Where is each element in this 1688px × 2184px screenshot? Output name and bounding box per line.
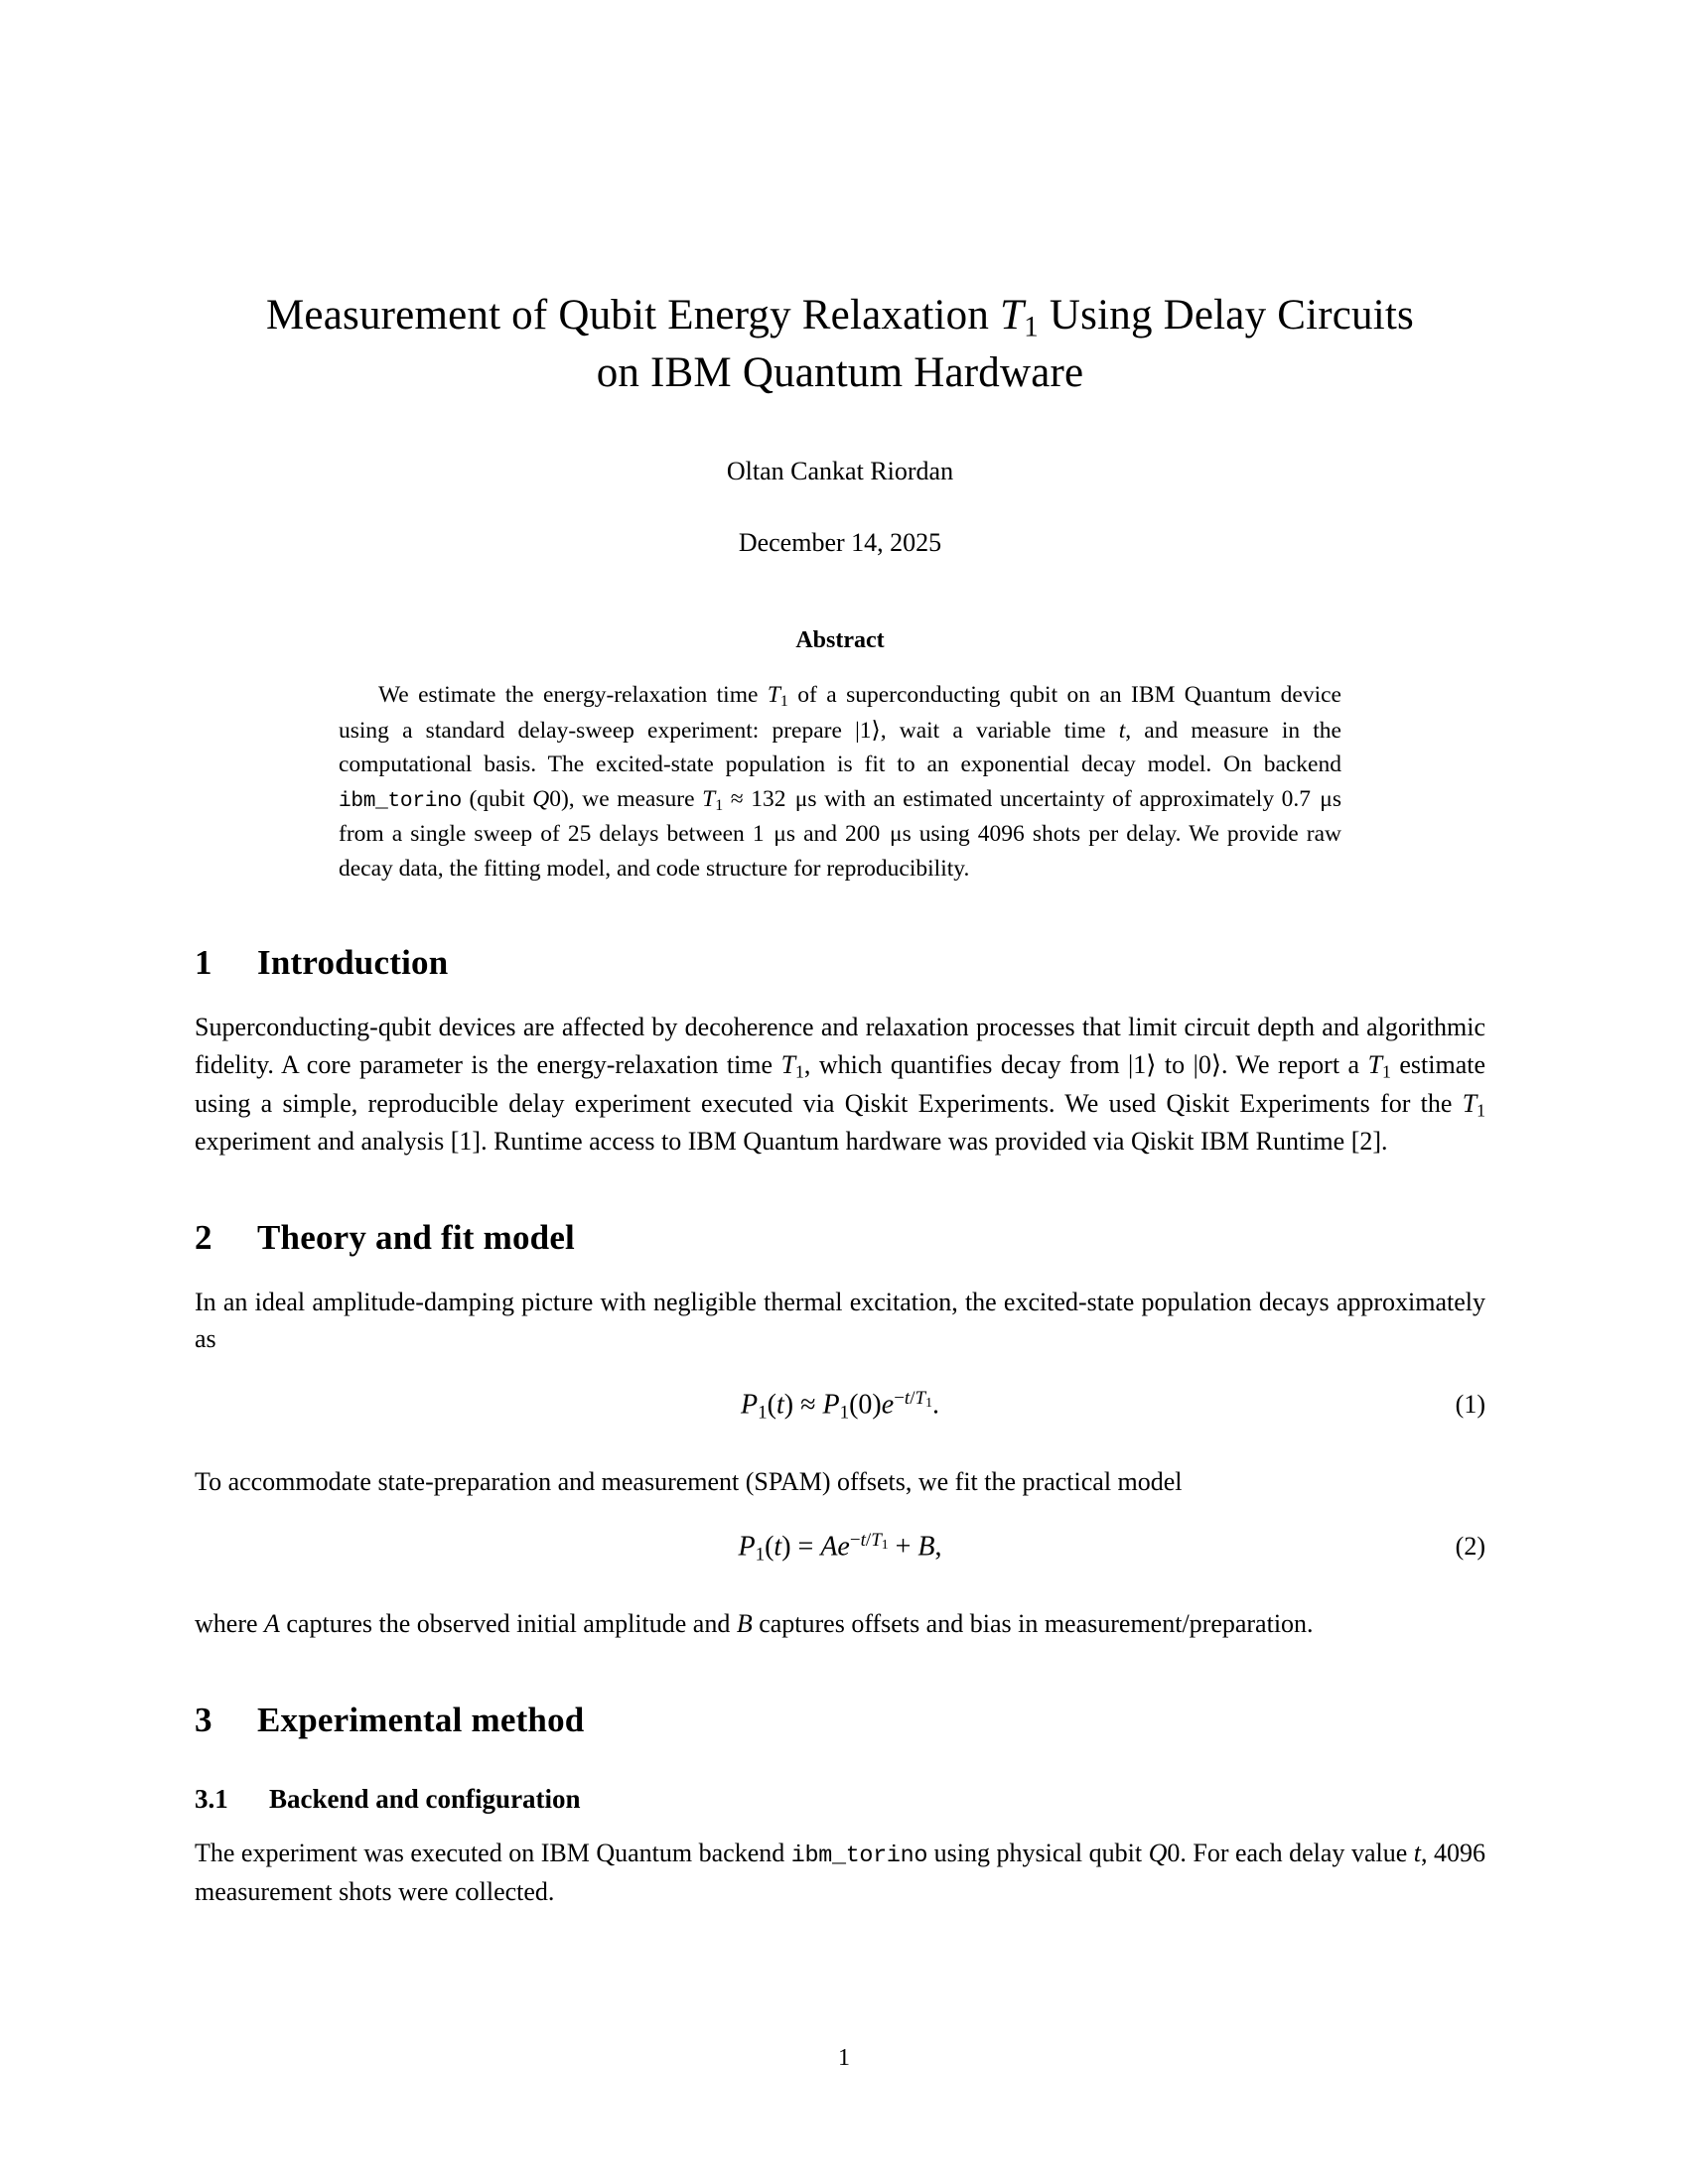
author-name: Oltan Cankat Riordan: [726, 457, 954, 486]
theory-text-pre: where: [195, 1609, 265, 1639]
subsection-heading-backend-configuration: [195, 1784, 1485, 1815]
intro-text-pre: Superconducting-qubit devices are affected by decoherence and relaxation processes that limit circuit depth and algorithmic fidelity. A core parameter is the energy-relaxation time: [195, 1013, 1485, 1079]
section-number-2: 2: [195, 1217, 212, 1257]
section-heading-experimental-method: [195, 1701, 1485, 1740]
theory-paragraph-1: In an ideal amplitude-damping picture with negligible thermal excitation, the excited-state population decays approximately as: [195, 1287, 1485, 1354]
abstract-symbol-t1-a: $T_1$: [767, 682, 788, 711]
backend-symbol-q0: Q0: [1148, 1838, 1181, 1867]
theory-text-mid: captures the observed initial amplitude and: [279, 1609, 737, 1639]
abstract-seg-8: (qubit: [461, 785, 533, 812]
abstract-symbol-t: t: [1118, 717, 1126, 744]
page-title: [195, 288, 1485, 401]
introduction-paragraph: [195, 1009, 1485, 1160]
title-line-2: on IBM Quantum Hardware: [596, 349, 1084, 397]
page-number: 1: [838, 2045, 850, 2071]
theory-paragraph-3: [195, 1605, 1485, 1642]
intro-symbol-t1-c: $T_1$: [1462, 1088, 1485, 1120]
abstract-ket-1: |1⟩: [855, 717, 881, 744]
abstract-t1-value: $T_1 \approx 132$ μs: [702, 785, 817, 814]
abstract-symbol-q0: Q0: [532, 785, 561, 812]
intro-text-mid2: to: [1156, 1049, 1194, 1079]
equation-1: [195, 1388, 1485, 1433]
theory-text-post: captures offsets and bias in measurement/preparation.: [752, 1609, 1314, 1639]
abstract-seg-10: ), we measure: [560, 785, 703, 812]
equation-2-number: (2): [1455, 1532, 1485, 1562]
section-heading-introduction: [195, 943, 1485, 983]
subsection-title-3-1: Backend and configuration: [269, 1783, 581, 1814]
abstract-block: [339, 627, 1341, 886]
theory-symbol-b: B: [736, 1609, 753, 1639]
abstract-seg-0: We estimate the energy-relaxation time: [378, 682, 768, 709]
backend-name-mono: ibm_torino: [790, 1843, 928, 1869]
backend-text-end: , 4096 measurement shots were collected.: [195, 1838, 1486, 1907]
theory-paragraph-2: To accommodate state-preparation and measurement (SPAM) offsets, we fit the practical model: [195, 1466, 1183, 1496]
equation-1-number: (1): [1455, 1389, 1485, 1419]
abstract-seg-4: , wait a variable time: [880, 717, 1119, 744]
publication-date: December 14, 2025: [738, 528, 942, 558]
backend-text-mid: using physical qubit: [927, 1838, 1149, 1867]
abstract-backend-name: ibm_torino: [339, 788, 462, 813]
backend-configuration-paragraph: [195, 1835, 1485, 1911]
intro-ket-0: |0⟩: [1193, 1049, 1221, 1079]
abstract-heading: Abstract: [795, 627, 885, 654]
section-number-1: 1: [195, 943, 212, 983]
abstract-text: [339, 678, 1341, 886]
section-title-3: Experimental method: [257, 1700, 585, 1739]
section-title-2: Theory and fit model: [257, 1217, 575, 1257]
backend-symbol-t: t: [1413, 1838, 1421, 1867]
section-number-3: 3: [195, 1700, 212, 1739]
title-symbol-t1: $T_1$: [1000, 292, 1039, 343]
equation-2: [195, 1530, 1485, 1575]
backend-text-pre: The experiment was executed on IBM Quantum backend: [195, 1838, 791, 1867]
intro-symbol-t1-a: $T_1$: [780, 1049, 804, 1082]
section-title-1: Introduction: [257, 943, 449, 983]
intro-text-mid4: estimate using a simple, reproducible delay experiment executed via Qiskit Experiments. We used Qiskit Experiments for the: [195, 1049, 1485, 1118]
equation-2-body: $P_1(t) = Ae^{-t/T1} + B$,: [738, 1530, 942, 1566]
intro-symbol-t1-b: $T_1$: [1367, 1049, 1391, 1082]
abstract-seg-12: with an estimated uncertainty of approximately 0.7 μs from a single sweep of 25 delays between 1 μs and 200 μs using 4096 shots per delay. We provide raw decay data, the fitting model, and code structure for reproducibility.: [339, 785, 1341, 882]
equation-1-body: $P_1(t) \approx P_1(0)e^{-t/T1}$.: [741, 1387, 939, 1424]
subsection-number-3-1: 3.1: [195, 1783, 228, 1814]
section-heading-theory: [195, 1218, 1485, 1258]
intro-text-mid1: , which quantifies decay from: [803, 1049, 1129, 1079]
abstract-seg-6: , and measure in the computational basis. The excited-state population is fit to an exponential decay model. On backend: [339, 717, 1341, 778]
title-line-1: [266, 292, 1414, 343]
abstract-seg-2: of a superconducting qubit on an IBM Quantum device using a standard delay-sweep experiment: prepare: [339, 682, 1341, 744]
title-text-post: Using Delay Circuits: [1038, 292, 1414, 339]
theory-symbol-a: A: [264, 1609, 280, 1639]
page-content: [195, 0, 1485, 1929]
intro-text-mid3: . We report a: [1220, 1049, 1368, 1079]
intro-text-post: experiment and analysis [1]. Runtime access to IBM Quantum hardware was provided via Qiskit IBM Runtime [2].: [195, 1127, 1388, 1157]
backend-text-post: . For each delay value: [1180, 1838, 1414, 1867]
intro-ket-1: |1⟩: [1128, 1049, 1157, 1079]
title-text-pre: Measurement of Qubit Energy Relaxation: [266, 292, 1001, 339]
